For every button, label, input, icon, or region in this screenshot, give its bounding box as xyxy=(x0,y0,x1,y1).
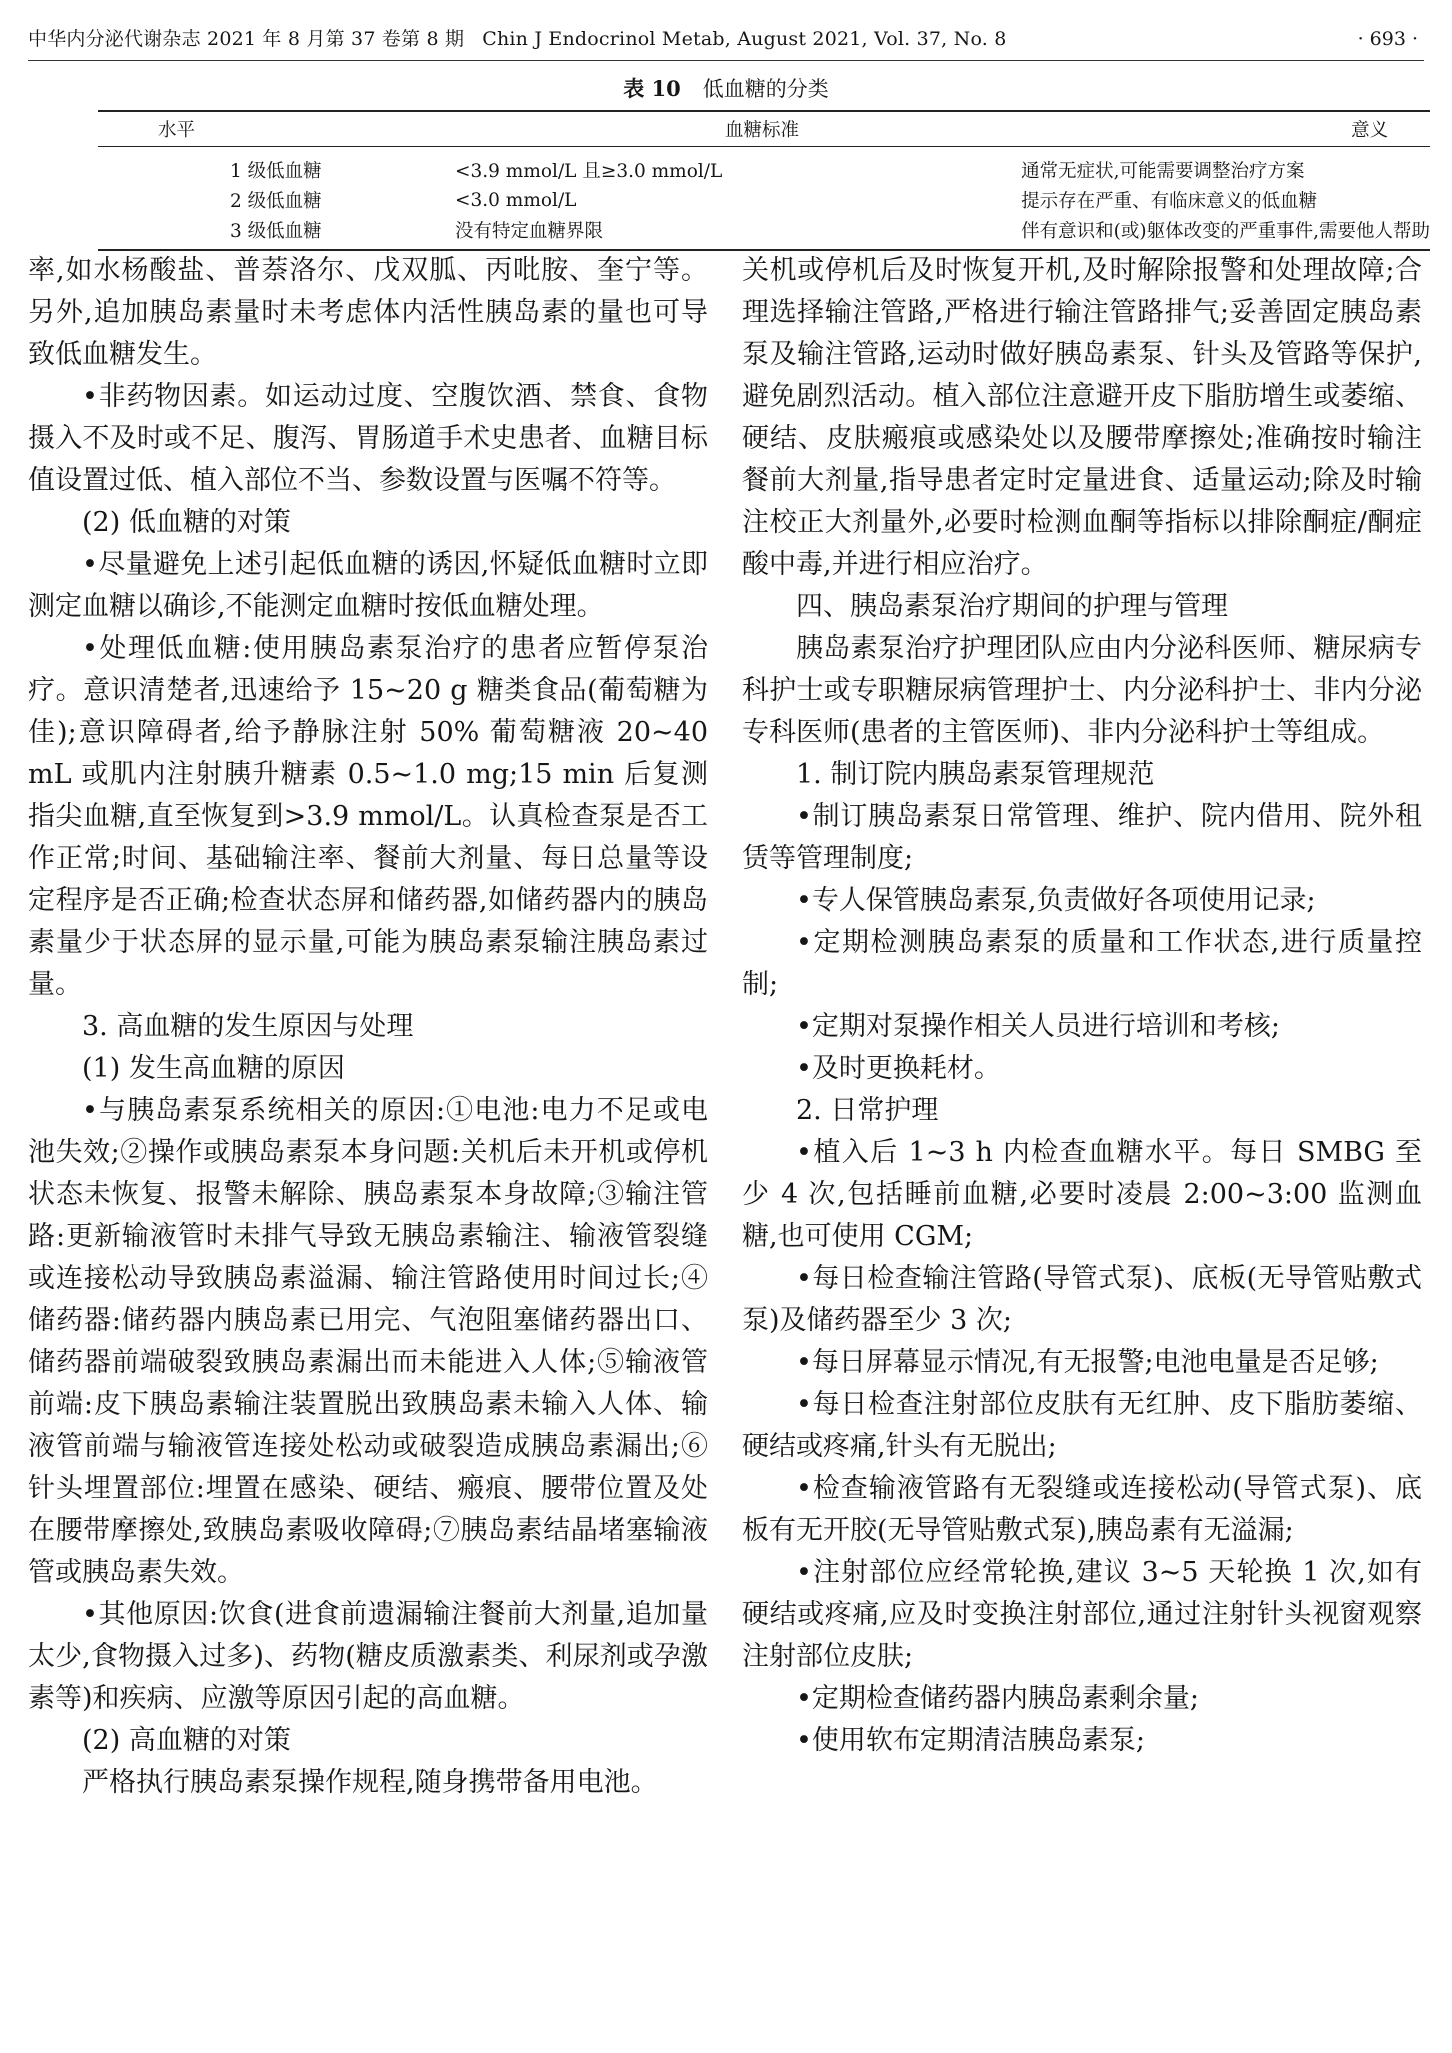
table-cell: 2 级低血糖 xyxy=(230,191,322,212)
section-heading: 3. 高血糖的发生原因与处理 xyxy=(82,1011,414,1042)
table-cell: <3.9 mmol/L 且≥3.0 mmol/L xyxy=(455,161,723,182)
paragraph: 胰岛素泵治疗护理团队应由内分泌科医师、糖尿病专科护士或专职糖尿病管理护士、内分泌科护士、非内分泌专科医师(患者的主管医师)、非内分泌科护士等组成。 xyxy=(742,633,1422,748)
bullet-paragraph: •与胰岛素泵系统相关的原因:①电池:电力不足或电池失效;②操作或胰岛素泵本身问题:关机后未开机或停机状态未恢复、报警未解除、胰岛素泵本身故障;③输注管路:更新输液管时未排气导致无胰岛素输注、输液管裂缝或连接松动导致胰岛素溢漏、输注管路使用时间过长;④储药器:储药器内胰岛素已用完、气泡阻塞储药器出口、储药器前端破裂致胰岛素漏出而未能进入人体;⑤输液管前端:皮下胰岛素输注装置脱出致胰岛素未输入人体、输液管前端与输液管连接处松动或破裂造成胰岛素漏出;⑥针头埋置部位:埋置在感染、硬结、瘢痕、腰带位置及处在腰带摩擦处,致胰岛素吸收障碍;⑦胰岛素结晶堵塞输液管或胰岛素失效。 xyxy=(28,1095,708,1588)
paragraph: 严格执行胰岛素泵操作规程,随身携带备用电池。 xyxy=(82,1767,658,1798)
bullet-paragraph: •每日屏幕显示情况,有无报警;电池电量是否足够; xyxy=(796,1347,1379,1378)
table-label: 表 10 xyxy=(623,76,681,101)
bullet-paragraph: •定期对泵操作相关人员进行培训和考核; xyxy=(796,1011,1281,1042)
bullet-paragraph: •定期检查储药器内胰岛素剩余量; xyxy=(796,1683,1200,1714)
journal-name-en: Chin J Endocrinol Metab, August 2021, Vol. 37, No. 8 xyxy=(482,28,1007,50)
table-cell: 3 级低血糖 xyxy=(98,215,455,250)
subsection-heading: 1. 制订院内胰岛素泵管理规范 xyxy=(796,759,1155,790)
bullet-paragraph: •植入后 1~3 h 内检查血糖水平。每日 SMBG 至少 4 次,包括睡前血糖,必要时凌晨 2:00~3:00 监测血糖,也可使用 CGM; xyxy=(742,1137,1422,1252)
table-cell: <3.0 mmol/L xyxy=(455,189,577,211)
subsection-heading: (1) 发生高血糖的原因 xyxy=(82,1053,345,1084)
bullet-paragraph: •其他原因:饮食(进食前遗漏输注餐前大剂量,追加量太少,食物摄入过多)、药物(糖皮质激素类、利尿剂或孕激素等)和疾病、应激等原因引起的高血糖。 xyxy=(28,1599,708,1714)
bullet-paragraph: •尽量避免上述引起低血糖的诱因,怀疑低血糖时立即测定血糖以确诊,不能测定血糖时按低血糖处理。 xyxy=(28,549,708,622)
table-row xyxy=(98,147,1430,186)
right-text-column xyxy=(742,250,1422,2040)
subsection-heading: 2. 日常护理 xyxy=(796,1095,939,1126)
column-header: 水平 xyxy=(98,111,455,147)
bullet-paragraph: •注射部位应经常轮换,建议 3~5 天轮换 1 次,如有硬结或疼痛,应及时变换注射部位,通过注射针头视窗观察注射部位皮肤; xyxy=(742,1557,1422,1672)
table-cell: 1 级低血糖 xyxy=(230,161,322,182)
table-row xyxy=(98,185,1430,215)
section-heading: 四、胰岛素泵治疗期间的护理与管理 xyxy=(796,591,1228,622)
page-number: · 693 · xyxy=(1357,28,1418,50)
column-header: 意义 xyxy=(1021,111,1430,147)
bullet-paragraph: •使用软布定期清洁胰岛素泵; xyxy=(796,1725,1146,1756)
bullet-paragraph: •制订胰岛素泵日常管理、维护、院内借用、院外租赁等管理制度; xyxy=(742,801,1422,874)
running-header xyxy=(28,26,1007,52)
table-header-row xyxy=(98,111,1430,147)
bullet-paragraph: •定期检测胰岛素泵的质量和工作状态,进行质量控制; xyxy=(742,927,1422,1000)
header-rule xyxy=(28,60,1424,61)
column-header: 血糖标准 xyxy=(455,111,1021,147)
bullet-paragraph: •处理低血糖:使用胰岛素泵治疗的患者应暂停泵治疗。意识清楚者,迅速给予 15~20 g 糖类食品(葡萄糖为佳);意识障碍者,给予静脉注射 50% 葡萄糖液 20~40 mL 或肌内注射胰升糖素 0.5~1.0 mg;15 min 后复测指尖血糖,直至恢复到>3.9 mmol/L。认真检查泵是否工作正常;时间、基础输注率、餐前大剂量、每日总量等设定程序是否正确;检查状态屏和储药器,如储药器内的胰岛素量少于状态屏的显示量,可能为胰岛素泵输注胰岛素过量。 xyxy=(28,633,708,1000)
hypoglycemia-classification-table xyxy=(98,110,1430,251)
table-cell: 提示存在严重、有临床意义的低血糖 xyxy=(1021,191,1318,212)
table-cell: 没有特定血糖界限 xyxy=(455,215,1021,250)
bullet-paragraph: •每日检查输注管路(导管式泵)、底板(无导管贴敷式泵)及储药器至少 3 次; xyxy=(742,1263,1422,1336)
bullet-paragraph: •专人保管胰岛素泵,负责做好各项使用记录; xyxy=(796,885,1316,916)
bullet-paragraph: •检查输液管路有无裂缝或连接松动(导管式泵)、底板有无开胶(无导管贴敷式泵),胰岛素有无溢漏; xyxy=(742,1473,1422,1546)
paragraph: 关机或停机后及时恢复开机,及时解除报警和处理故障;合理选择输注管路,严格进行输注管路排气;妥善固定胰岛素泵及输注管路,运动时做好胰岛素泵、针头及管路等保护,避免剧烈活动。植入部位注意避开皮下脂肪增生或萎缩、硬结、皮肤瘢痕或感染处以及腰带摩擦处;准确按时输注餐前大剂量,指导患者定时定量进食、适量运动;除及时输注校正大剂量外,必要时检测血酮等指标以排除酮症/酮症酸中毒,并进行相应治疗。 xyxy=(742,255,1422,580)
table-row xyxy=(98,215,1430,250)
paragraph: 率,如水杨酸盐、普萘洛尔、戊双胍、丙吡胺、奎宁等。另外,追加胰岛素量时未考虑体内活性胰岛素的量也可导致低血糖发生。 xyxy=(28,255,708,370)
table-cell: 通常无症状,可能需要调整治疗方案 xyxy=(1021,161,1305,182)
bullet-paragraph: •非药物因素。如运动过度、空腹饮酒、禁食、食物摄入不及时或不足、腹泻、胃肠道手术史患者、血糖目标值设置过低、植入部位不当、参数设置与医嘱不符等。 xyxy=(28,381,708,496)
journal-name-cn: 中华内分泌代谢杂志 2021 年 8 月第 37 卷第 8 期 xyxy=(28,28,465,50)
left-text-column xyxy=(28,250,708,2040)
table-cell: 伴有意识和(或)躯体改变的严重事件,需要他人帮助 xyxy=(1021,215,1430,250)
table-title: 低血糖的分类 xyxy=(702,77,829,101)
bullet-paragraph: •每日检查注射部位皮肤有无红肿、皮下脂肪萎缩、硬结或疼痛,针头有无脱出; xyxy=(742,1389,1422,1462)
bullet-paragraph: •及时更换耗材。 xyxy=(796,1053,1001,1084)
subsection-heading: (2) 高血糖的对策 xyxy=(82,1725,291,1756)
subsection-heading: (2) 低血糖的对策 xyxy=(82,507,291,538)
table-caption xyxy=(0,74,1452,104)
